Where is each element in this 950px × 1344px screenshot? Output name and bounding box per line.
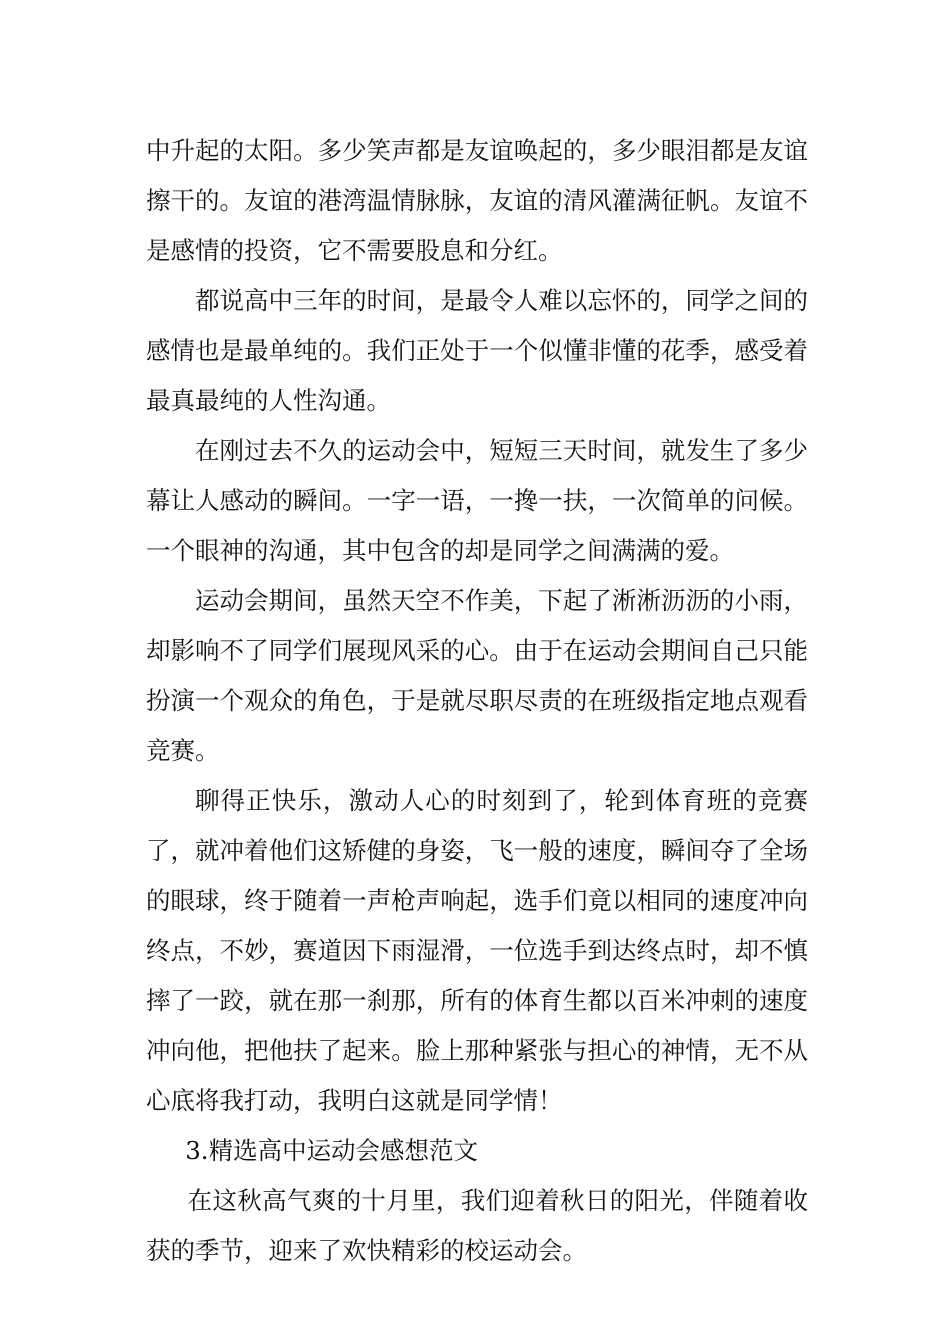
paragraph-high-school-years: 都说高中三年的时间，是最令人难以忘怀的，同学之间的感情也是最单纯的。我们正处于一个似懂非懂的花季，感受着最真最纯的人性沟通。 xyxy=(146,286,808,415)
paragraph-october-sports-meet: 在这秋高气爽的十月里，我们迎着秋日的阳光，伴随着收获的季节，迎来了欢快精彩的校运动会。 xyxy=(146,1186,808,1265)
document-body xyxy=(146,126,808,1276)
section-heading: 3.精选高中运动会感想范文 xyxy=(185,1136,479,1165)
paragraph-continuation: 中升起的太阳。多少笑声都是友谊唤起的，多少眼泪都是友谊擦干的。友谊的港湾温情脉脉，友谊的清风灌满征帆。友谊不是感情的投资，它不需要股息和分红。 xyxy=(146,136,808,265)
paragraph-race-story: 聊得正快乐，激动人心的时刻到了，轮到体育班的竞赛了，就冲着他们这矫健的身姿，飞一般的速度，瞬间夺了全场的眼球，终于随着一声枪声响起，选手们竟以相同的速度冲向终点，不妙，赛道因下雨湿滑，一位选手到达终点时，却不慎摔了一跤，就在那一刹那，所有的体育生都以百米冲刺的速度冲向他，把他扶了起来。脸上那种紧张与担心的神情，无不从心底将我打动，我明白这就是同学情！ xyxy=(146,786,808,1115)
paragraph-rainy-sports-meet: 运动会期间，虽然天空不作美，下起了淅淅沥沥的小雨，却影响不了同学们展现风采的心。由于在运动会期间自己只能扮演一个观众的角色，于是就尽职尽责的在班级指定地点观看竞赛。 xyxy=(146,586,808,765)
paragraph-sports-meet-moments: 在刚过去不久的运动会中，短短三天时间，就发生了多少幕让人感动的瞬间。一字一语，一搀一扶，一次简单的问候。一个眼神的沟通，其中包含的却是同学之间满满的爱。 xyxy=(146,436,808,565)
